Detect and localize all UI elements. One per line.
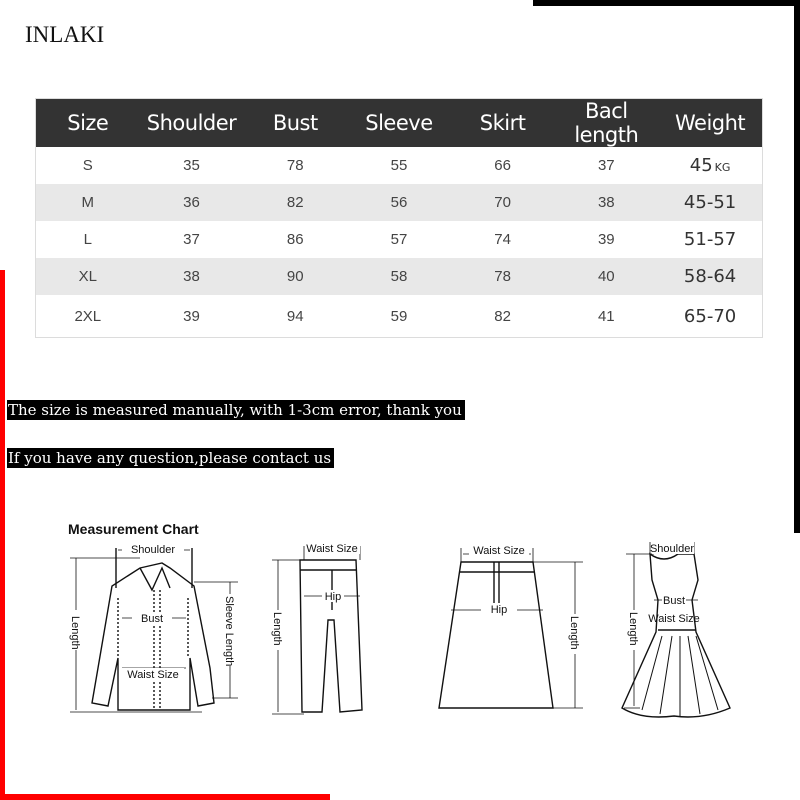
cell-size: XL: [36, 258, 140, 295]
cell-bust: 78: [286, 157, 304, 174]
measurement-chart-title: Measurement Chart: [68, 521, 199, 537]
cell-back-length: 37: [597, 157, 615, 174]
shirt-bust-label: Bust: [140, 613, 164, 625]
skirt-length-label: Length: [568, 616, 580, 650]
shirt-sleeve-label: Sleeve Length: [223, 596, 235, 667]
header-size: Size: [36, 99, 140, 148]
shirt-waist-label: Waist Size: [127, 669, 179, 681]
table-row: [36, 147, 763, 184]
cell-skirt: 66: [494, 157, 511, 174]
cell-size: M: [36, 184, 140, 221]
header-weight: Weight: [658, 99, 762, 148]
cell-skirt: 78: [451, 258, 555, 295]
pants-diagram-icon: [268, 540, 368, 718]
pants-hip-label: Hip: [324, 591, 342, 603]
header-back-length: Bacl length: [554, 99, 658, 148]
cell-weight: 65-70: [683, 305, 737, 327]
size-table: [35, 98, 763, 338]
frame-right-bar: [794, 0, 800, 533]
table-row: [36, 258, 763, 295]
cell-shoulder: 39: [183, 307, 200, 325]
table-header-row: [36, 99, 763, 148]
cell-skirt: 74: [494, 231, 511, 248]
dress-waist-label: Waist Size: [648, 613, 700, 625]
table-row: [36, 184, 763, 221]
cell-sleeve: 56: [347, 184, 451, 221]
frame-left-bar: [0, 270, 5, 800]
skirt-hip-label: Hip: [490, 604, 508, 616]
cell-skirt: 82: [494, 307, 511, 325]
cell-sleeve: 55: [390, 157, 408, 174]
measurement-error-note: The size is measured manually, with 1-3cm error, thank you: [7, 400, 465, 420]
shirt-shoulder-label: Shoulder: [130, 544, 176, 556]
cell-bust: 86: [286, 231, 304, 248]
cell-shoulder: 37: [183, 231, 200, 248]
pants-waist-label: Waist Size: [306, 543, 358, 555]
cell-shoulder: 35: [183, 157, 200, 174]
brand-name: INLAKI: [25, 22, 105, 47]
header-sleeve: Sleeve: [347, 99, 451, 148]
shirt-length-label: Length: [69, 616, 81, 650]
cell-weight: [658, 147, 762, 184]
dress-bust-label: Bust: [662, 595, 686, 607]
cell-size: 2XL: [74, 307, 102, 325]
skirt-diagram-icon: [435, 540, 595, 718]
frame-top-bar: [533, 0, 800, 6]
cell-sleeve: 59: [390, 307, 408, 325]
dress-length-label: Length: [627, 612, 639, 646]
cell-sleeve: 57: [390, 231, 408, 248]
contact-note: If you have any question,please contact us: [7, 448, 334, 468]
dress-diagram-icon: [620, 540, 750, 720]
cell-back-length: 40: [554, 258, 658, 295]
weight-unit: KG: [714, 161, 731, 174]
cell-bust: 82: [243, 184, 347, 221]
cell-shoulder: 38: [140, 258, 244, 295]
cell-size: S: [82, 157, 93, 174]
cell-back-length: 41: [597, 307, 615, 325]
frame-bottom-bar: [0, 794, 330, 800]
cell-size: L: [83, 231, 92, 248]
cell-shoulder: 36: [140, 184, 244, 221]
cell-skirt: 70: [451, 184, 555, 221]
cell-weight: 51-57: [683, 229, 737, 250]
cell-weight: 45-51: [658, 184, 762, 221]
pants-length-label: Length: [271, 612, 283, 646]
cell-sleeve: 58: [347, 258, 451, 295]
skirt-waist-label: Waist Size: [473, 545, 525, 557]
cell-bust: 90: [243, 258, 347, 295]
cell-weight: 58-64: [658, 258, 762, 295]
header-shoulder: Shoulder: [140, 99, 244, 148]
cell-back-length: 39: [597, 231, 615, 248]
dress-shoulder-label: Shoulder: [649, 543, 695, 555]
weight-value: 45: [689, 155, 713, 176]
header-bust: Bust: [243, 99, 347, 148]
cell-back-length: 38: [554, 184, 658, 221]
header-skirt: Skirt: [451, 99, 555, 148]
cell-bust: 94: [286, 307, 304, 325]
table-row: [36, 221, 763, 258]
shirt-diagram-icon: [62, 538, 252, 718]
table-row: [36, 295, 763, 338]
